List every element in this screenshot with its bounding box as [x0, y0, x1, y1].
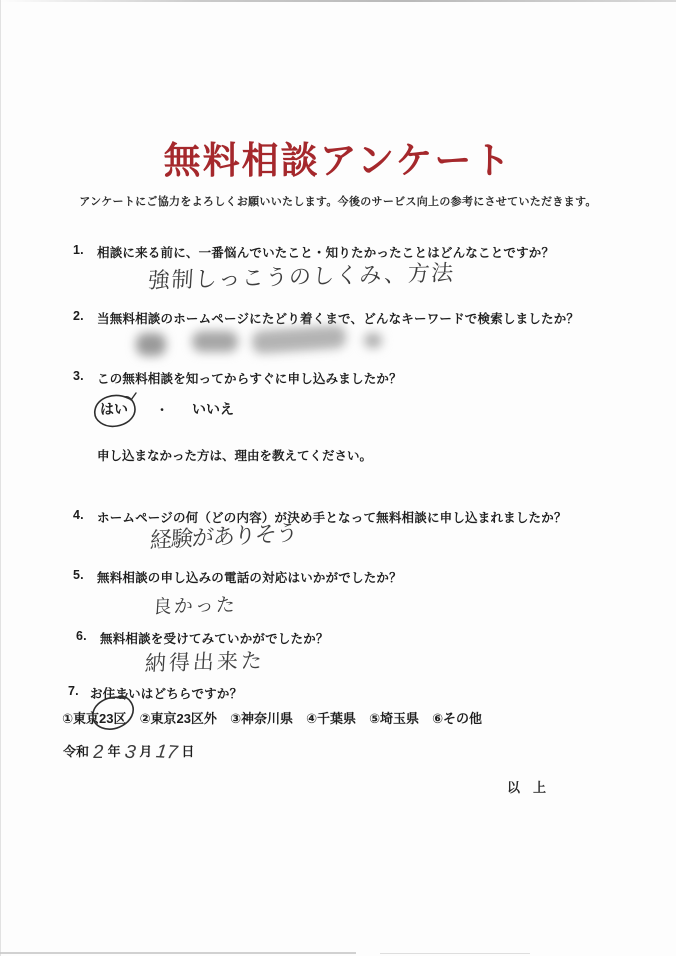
blur-blob — [192, 331, 238, 352]
question-3-number: 3. — [73, 369, 84, 383]
closing-ijou: 以 上 — [507, 780, 547, 795]
question-6 — [76, 629, 329, 647]
blur-blob — [136, 333, 166, 356]
question-6-number: 6. — [76, 629, 87, 643]
scan-edge-top — [0, 0, 676, 2]
question-7 — [68, 684, 242, 702]
question-7-options — [62, 708, 495, 727]
question-1-number: 1. — [73, 243, 84, 257]
question-2 — [73, 309, 579, 327]
option-other: ⑥その他 — [431, 711, 482, 726]
option-chiba: ④千葉県 — [305, 711, 356, 726]
question-5-number: 5. — [73, 568, 84, 582]
question-3-followup: 申し込まなかった方は、理由を教えてください。 — [97, 449, 373, 463]
question-4 — [73, 508, 567, 526]
option-saitama: ⑤埼玉県 — [368, 711, 419, 726]
question-7-number: 7. — [68, 684, 79, 698]
question-4-number: 4. — [73, 508, 84, 522]
option-no: いいえ — [192, 401, 235, 417]
page-title: 無料相談アンケート — [163, 140, 513, 181]
date-year-handwritten: 2 — [91, 742, 106, 763]
handwritten-answer-6: 納得出来た — [144, 649, 266, 676]
handwritten-answer-1: 強制しっこうのしくみ、方法 — [147, 259, 456, 294]
blur-blob — [364, 333, 382, 348]
date-day-suffix: 日 — [181, 744, 195, 759]
question-6-text: 無料相談を受けてみていかがでしたか？ — [100, 632, 329, 646]
date-day-handwritten: 17 — [153, 741, 181, 764]
question-2-text: 当無料相談のホームページにたどり着くまで、どんなキーワードで検索しましたか？ — [97, 312, 580, 326]
question-2-number: 2. — [73, 309, 84, 323]
option-kanagawa: ③神奈川県 — [229, 711, 293, 726]
question-4-text: ホームページの何（どの内容）が決め手となって無料相談に申し込まれましたか？ — [97, 511, 567, 525]
question-3-text: この無料相談を知ってからすぐに申し込みましたか？ — [97, 372, 402, 386]
question-3 — [73, 369, 402, 387]
blur-blob — [251, 325, 346, 355]
page-subtitle: アンケートにご協力をよろしくお願いいたします。今後のサービス向上の参考にさせていただきます。 — [79, 196, 597, 208]
question-1-text: 相談に来る前に、一番悩んでいたこと・知りたかったことはどんなことですか？ — [97, 246, 555, 260]
option-tokyo-23kugai: ②東京23区外 — [139, 711, 217, 726]
question-3-options — [100, 399, 234, 419]
scan-edge-bottom — [0, 952, 356, 954]
handwritten-answer-5: 良かった — [152, 594, 238, 619]
question-5-text: 無料相談の申し込みの電話の対応はいかがでしたか？ — [97, 571, 402, 585]
date-month-handwritten: 3 — [121, 741, 139, 764]
options-separator: ・ — [156, 402, 169, 417]
question-1 — [73, 243, 554, 261]
redacted-answer-blur — [128, 326, 403, 364]
date-era: 令和 — [63, 744, 90, 759]
date-line — [63, 740, 194, 762]
date-year-suffix: 年 — [107, 744, 121, 759]
option-yes: はい — [100, 401, 128, 417]
date-month-suffix: 月 — [139, 744, 153, 759]
scan-edge-bottom-2 — [380, 953, 530, 954]
question-7-text: お住まいはどちらですか？ — [90, 687, 243, 701]
handwritten-answer-4: 経験がありそう — [149, 520, 298, 553]
question-5 — [73, 568, 402, 586]
option-tokyo-23ku: ①東京23区 — [62, 711, 127, 726]
